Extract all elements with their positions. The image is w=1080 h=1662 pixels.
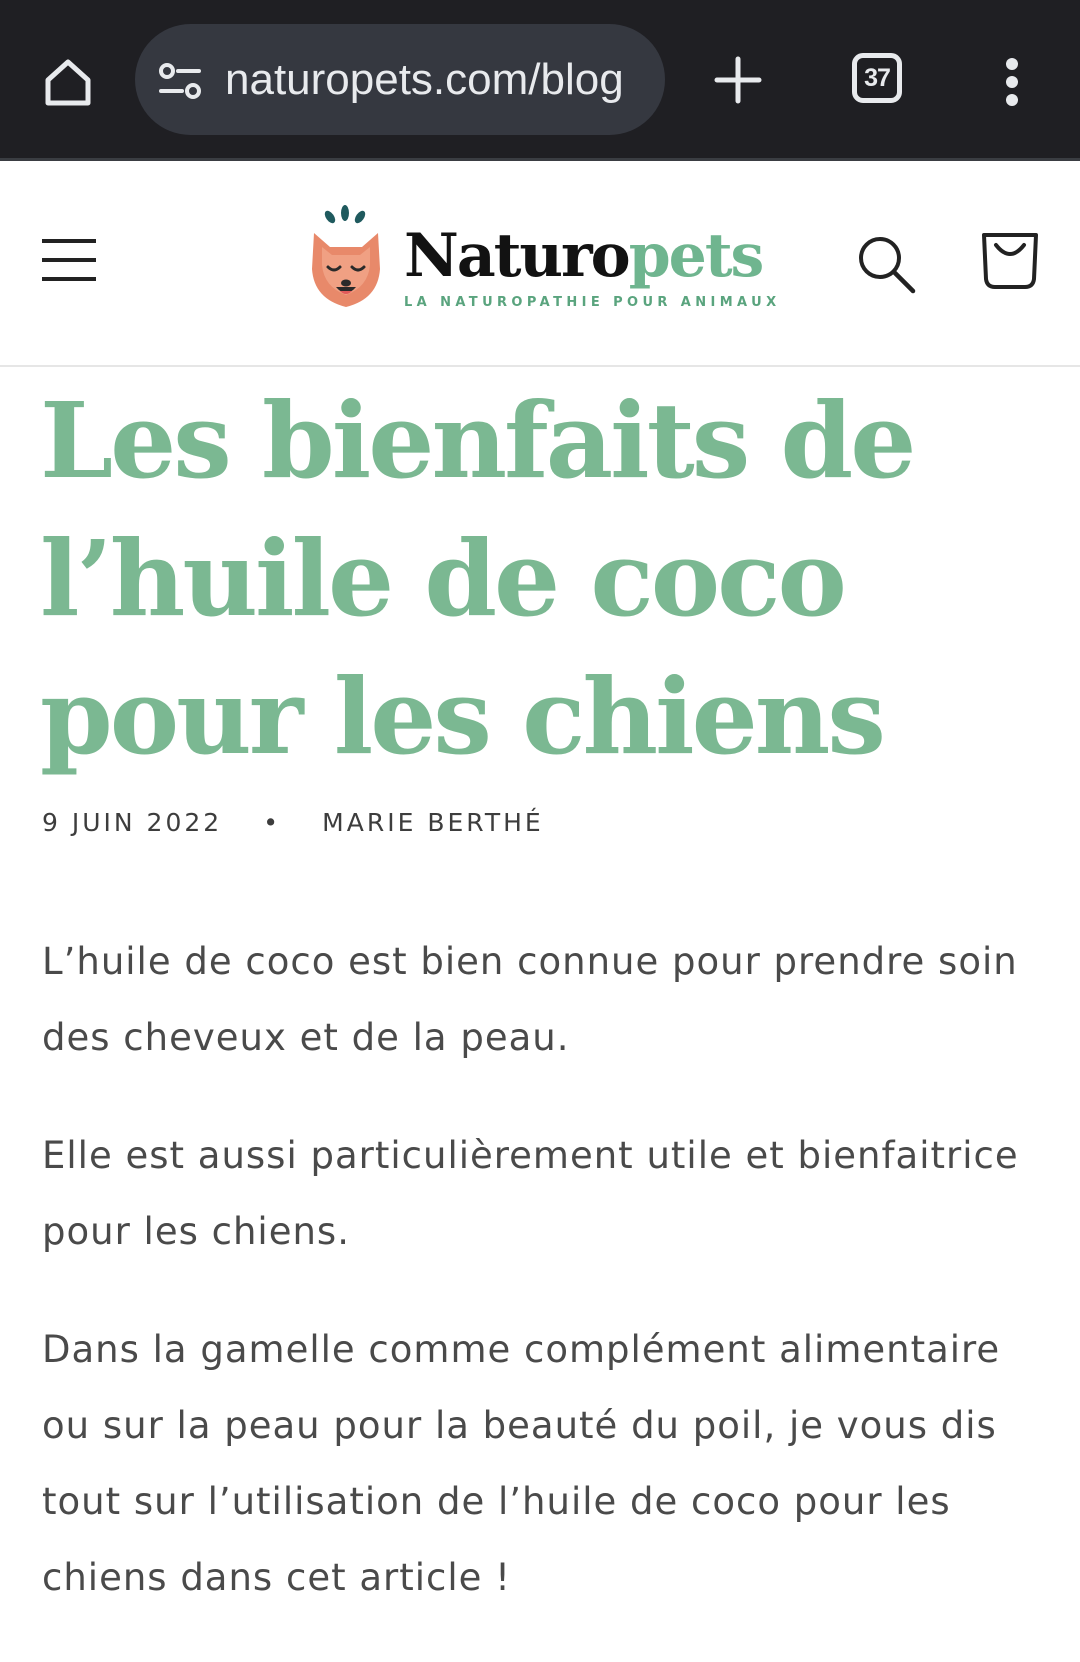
home-icon	[40, 54, 96, 110]
site-header	[0, 161, 1080, 367]
article-paragraph: L’huile de coco est bien connue pour prendre soin des cheveux et de la peau.	[42, 940, 1018, 1059]
logo-wordmark	[404, 221, 762, 291]
cart-icon[interactable]	[978, 229, 1042, 293]
article-body	[42, 924, 1042, 1658]
logo-word-green: pets	[628, 221, 763, 291]
article-paragraph: Dans la gamelle comme complément alimentaire ou sur la peau pour la beauté du poil, je vous dis tout sur l’utilisation de l’huile de coco pour les chiens dans cet article !	[42, 1328, 1001, 1599]
address-bar[interactable]	[135, 24, 665, 135]
more-vertical-icon	[1004, 57, 1020, 107]
search-icon[interactable]	[855, 233, 917, 295]
browser-menu-button[interactable]	[990, 50, 1034, 114]
url-text[interactable]: naturopets.com/blog	[225, 55, 624, 104]
fox-logo-icon	[308, 203, 384, 315]
site-logo[interactable]	[308, 203, 781, 325]
tab-switcher-button[interactable]: 37	[852, 53, 902, 103]
logo-word-dark: Naturo	[404, 221, 629, 291]
browser-toolbar	[0, 0, 1080, 161]
article-date: 9 JUIN 2022	[42, 808, 223, 837]
article-paragraph: Elle est aussi particulièrement utile et bienfaitrice pour les chiens.	[42, 1134, 1019, 1253]
new-tab-button[interactable]	[706, 48, 770, 112]
article-title: Les bienfaits de l’huile de coco pour les chiens	[40, 379, 914, 778]
article-meta	[42, 808, 1042, 837]
meta-separator: •	[263, 808, 282, 837]
home-button[interactable]	[36, 50, 100, 114]
article-author: MARIE BERTHÉ	[322, 808, 544, 837]
logo-tagline: LA NATUROPATHIE POUR ANIMAUX	[404, 295, 781, 310]
plus-icon	[713, 55, 763, 105]
hamburger-menu-icon[interactable]	[40, 231, 98, 289]
site-settings-icon[interactable]	[157, 58, 203, 104]
